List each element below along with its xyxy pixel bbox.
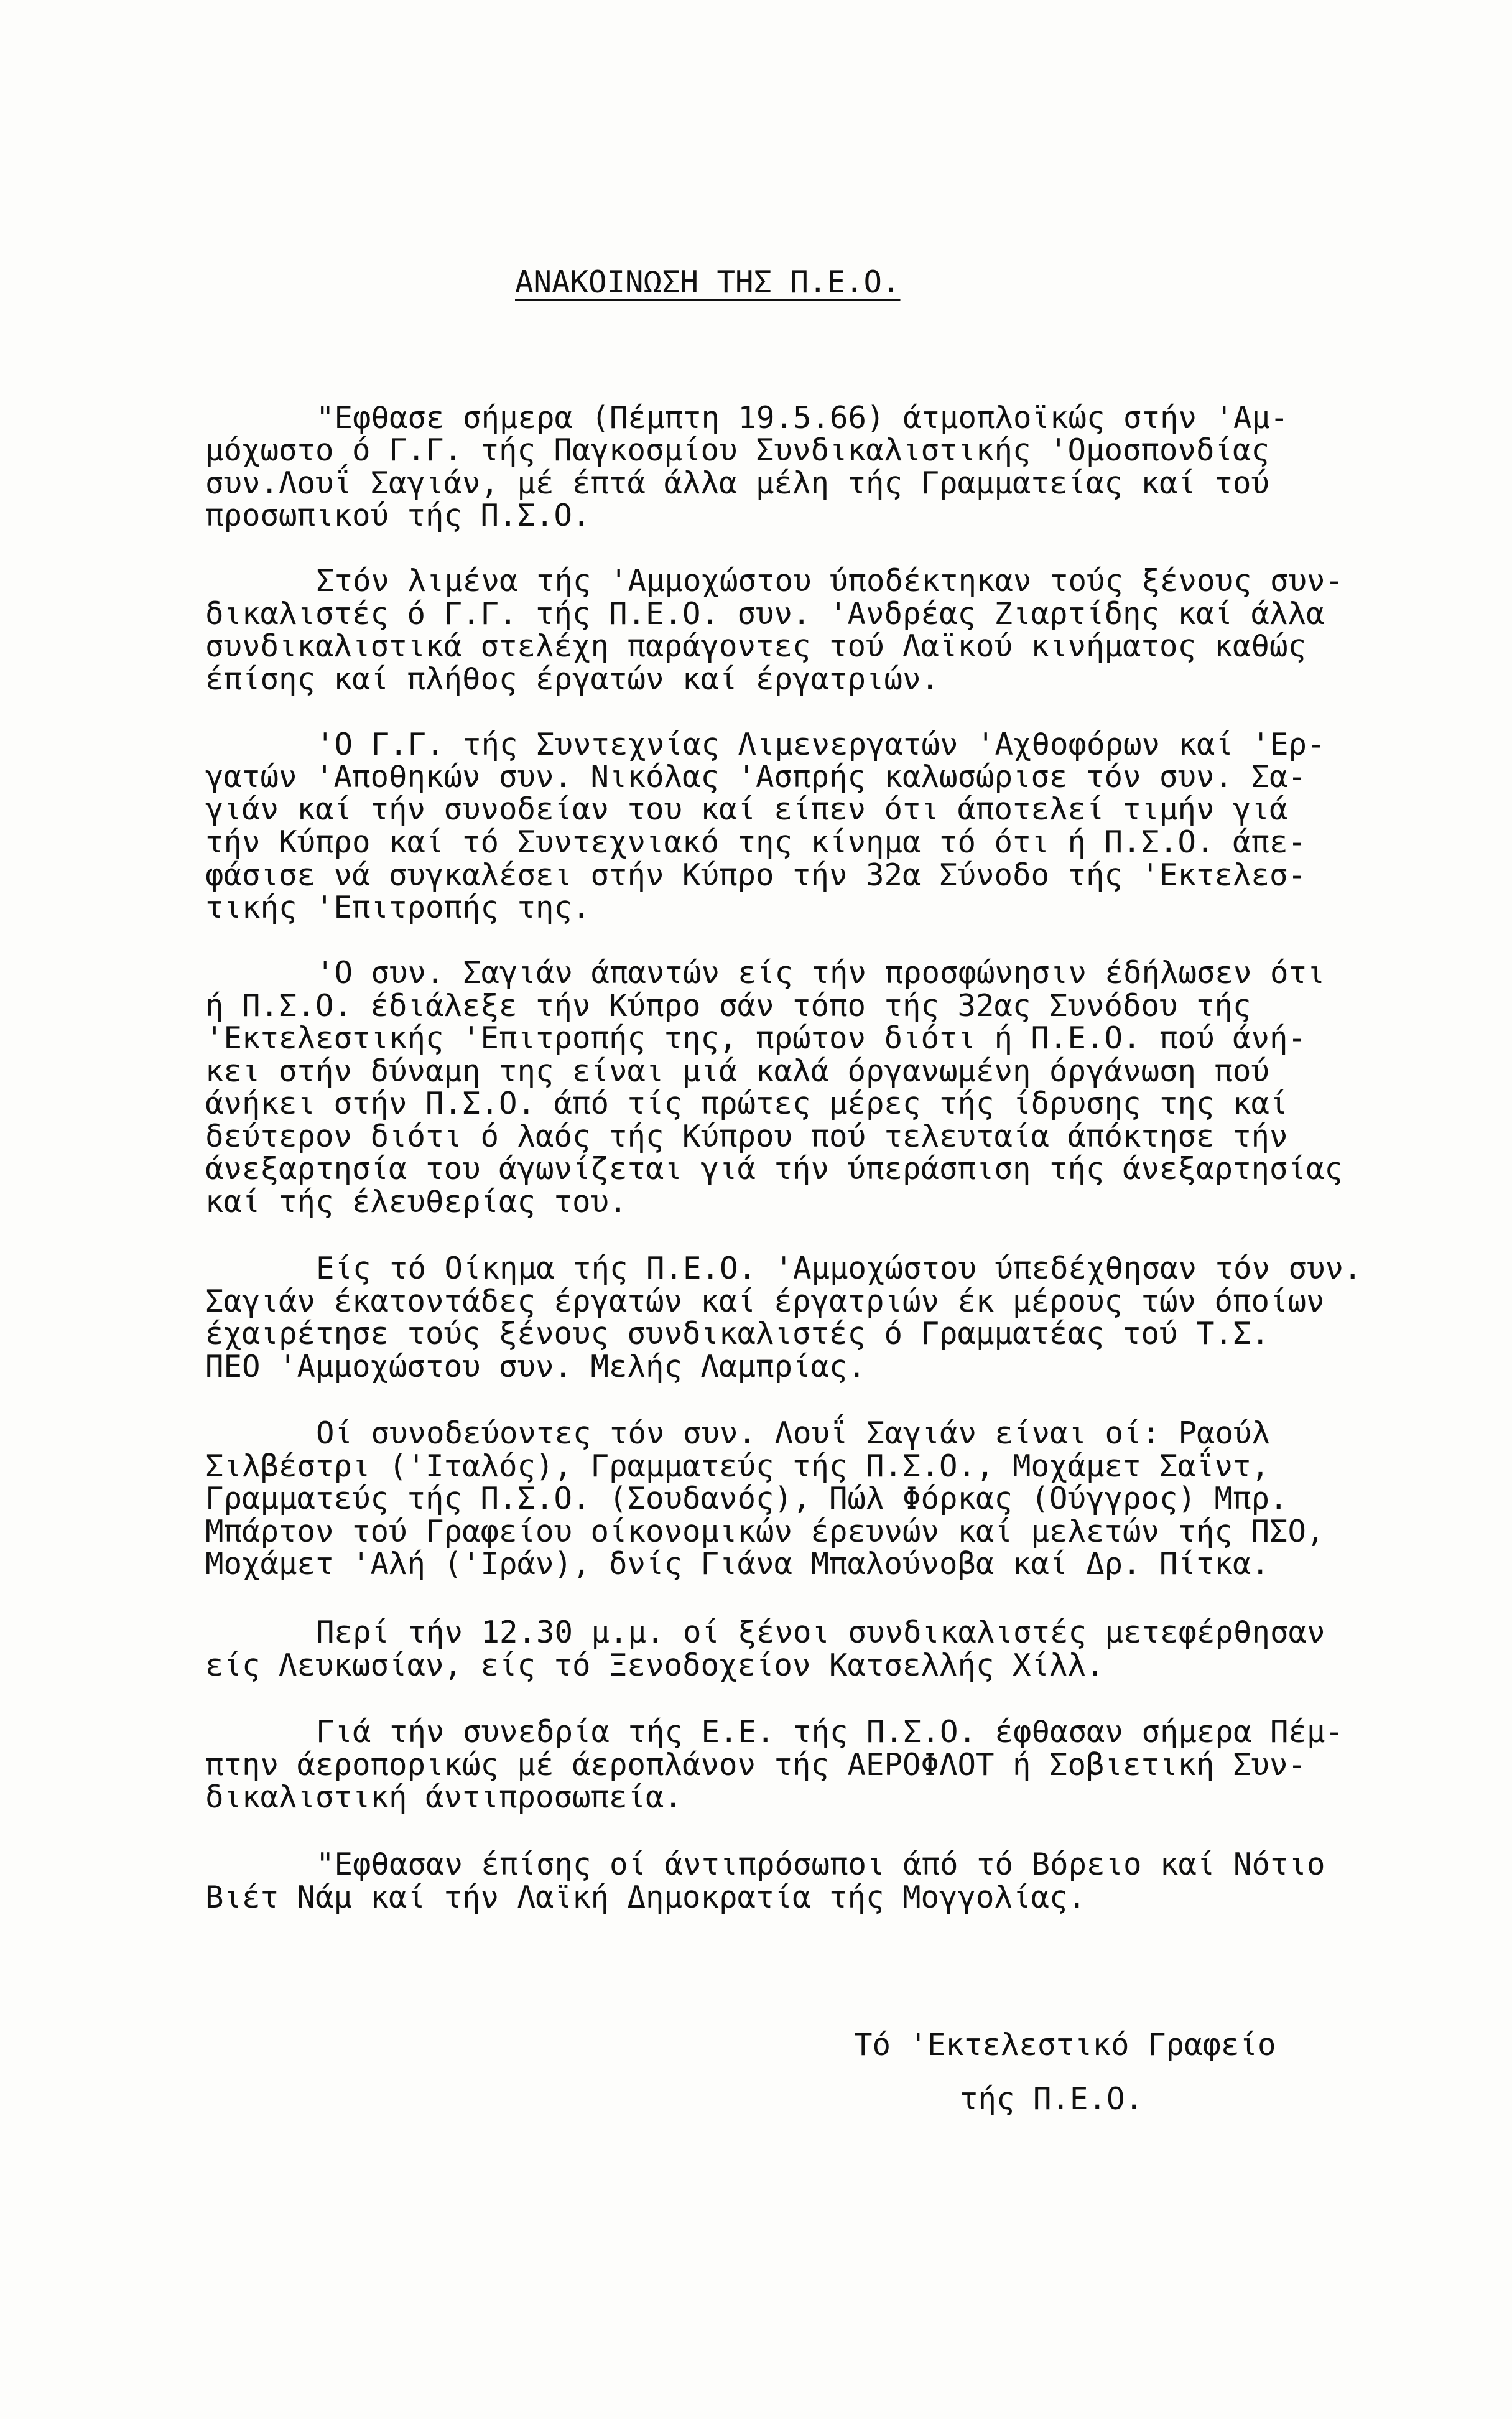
body-line: Στόν λιμένα τής 'Αμμοχώστου ύποδέκτηκαν τούς ξένους συν- [316,563,1344,599]
body-line: άνήκει στήν Π.Σ.Ο. άπό τίς πρώτες μέρες τής ίδρυσης της καί [205,1086,1288,1121]
body-line: 'Εκτελεστικής 'Επιτροπής της, πρώτον διότι ή Π.Ε.Ο. πού άνή- [205,1020,1307,1056]
body-line: δικαλιστές ό Γ.Γ. τής Π.Ε.Ο. συν. 'Ανδρέας Ζιαρτίδης καί άλλα [205,596,1325,632]
body-line: Σιλβέστρι ('Ιταλός), Γραμματεύς τής Π.Σ.Ο., Μοχάμετ Σαΐντ, [205,1448,1270,1484]
body-line: δεύτερον διότι ό λαός τής Κύπρου πού τελευταία άπόκτησε τήν [205,1119,1288,1154]
body-line: ΠΕΟ 'Αμμοχώστου συν. Μελής Λαμπρίας. [205,1349,866,1384]
body-line: Μοχάμετ 'Αλή ('Ιράν), δνίς Γιάνα Μπαλούνοβα καί Δρ. Πίτκα. [205,1546,1270,1582]
body-line: "Εφθασε σήμερα (Πέμπτη 19.5.66) άτμοπλοϊκώς στήν 'Αμ- [316,400,1289,436]
body-line: είς Λευκωσίαν, είς τό Ξενοδοχείον Κατσελλής Χίλλ. [205,1648,1105,1683]
document-title: ΑΝΑΚΟΙΝΩΣΗ ΤΗΣ Π.Ε.Ο. [515,264,901,300]
body-line: τικής 'Επιτροπής της. [205,890,591,925]
body-line: καί τής έλευθερίας του. [205,1184,628,1219]
body-line: 'Ο συν. Σαγιάν άπαντών είς τήν προσφώνησιν έδήλωσεν ότι [316,955,1325,990]
body-line: 'Ο Γ.Γ. τής Συντεχνίας Λιμενεργατών 'Αχθοφόρων καί 'Ερ- [316,727,1325,762]
signature-line: τής Π.Ε.Ο. [960,2081,1144,2117]
body-line: γιάν καί τήν συνοδείαν του καί είπεν ότι άποτελεί τιμήν γιά [205,791,1288,827]
body-line: δικαλιστική άντιπροσωπεία. [205,1779,683,1815]
body-line: συνδικαλιστικά στελέχη παράγοντες τού Λαϊκού κινήματος καθώς [205,628,1307,664]
body-line: συν.Λουΐ Σαγιάν, μέ έπτά άλλα μέλη τής Γραμματείας καί τού [205,465,1270,501]
body-line: ή Π.Σ.Ο. έδιάλεξε τήν Κύπρο σάν τόπο τής 32ας Συνόδου τής [205,988,1251,1023]
body-line: "Εφθασαν έπίσης οί άντιπρόσωποι άπό τό Βόρειο καί Νότιο [316,1847,1325,1882]
body-line: Γραμματεύς τής Π.Σ.Ο. (Σουδανός), Πώλ Φόρκας (Ούγγρος) Μπρ. [205,1481,1288,1516]
body-line: Περί τήν 12.30 μ.μ. οί ξένοι συνδικαλιστές μετεφέρθησαν [316,1615,1325,1650]
body-line: Γιά τήν συνεδρία τής Ε.Ε. τής Π.Σ.Ο. έφθασαν σήμερα Πέμ- [316,1714,1344,1750]
body-line: Οί συνοδεύοντες τόν συν. Λουΐ Σαγιάν είναι οί: Ραούλ [316,1415,1271,1451]
body-line: προσωπικού τής Π.Σ.Ο. [205,498,591,533]
body-line: έπίσης καί πλήθος έργατών καί έργατριών. [205,661,940,697]
body-line: πτην άεροπορικώς μέ άεροπλάνον τής ΑΕΡΟΦΛΟΤ ή Σοβιετική Συν- [205,1747,1307,1783]
body-line: Είς τό Οίκημα τής Π.Ε.Ο. 'Αμμοχώστου ύπεδέχθησαν τόν συν. [316,1251,1362,1286]
body-line: μόχωστο ό Γ.Γ. τής Παγκοσμίου Συνδικαλιστικής 'Ομοσπονδίας [205,432,1270,468]
body-line: κει στήν δύναμη της είναι μιά καλά όργανωμένη όργάνωση πού [205,1053,1270,1089]
body-line: γατών 'Αποθηκών συν. Νικόλας 'Ασπρής καλωσώρισε τόν συν. Σα- [205,759,1307,795]
body-line: τήν Κύπρο καί τό Συντεχνιακό της κίνημα τό ότι ή Π.Σ.Ο. άπε- [205,824,1307,860]
body-line: έχαιρέτησε τούς ξένους συνδικαλιστές ό Γραμματέας τού Τ.Σ. [205,1316,1270,1351]
body-line: Βιέτ Νάμ καί τήν Λαϊκή Δημοκρατία τής Μογγολίας. [205,1880,1087,1915]
body-line: φάσισε νά συγκαλέσει στήν Κύπρο τήν 32α Σύνοδο τής 'Εκτελεσ- [205,857,1307,893]
body-line: άνεξαρτησία του άγωνίζεται γιά τήν ύπεράσπιση τής άνεξαρτησίας [205,1151,1343,1186]
body-line: Μπάρτον τού Γραφείου οίκονομικών έρευνών καί μελετών τής ΠΣΟ, [205,1514,1325,1549]
body-line: Σαγιάν έκατοντάδες έργατών καί έργατριών έκ μέρους τών όποίων [205,1284,1325,1319]
signature-line: Τό 'Εκτελεστικό Γραφείο [854,2027,1276,2062]
